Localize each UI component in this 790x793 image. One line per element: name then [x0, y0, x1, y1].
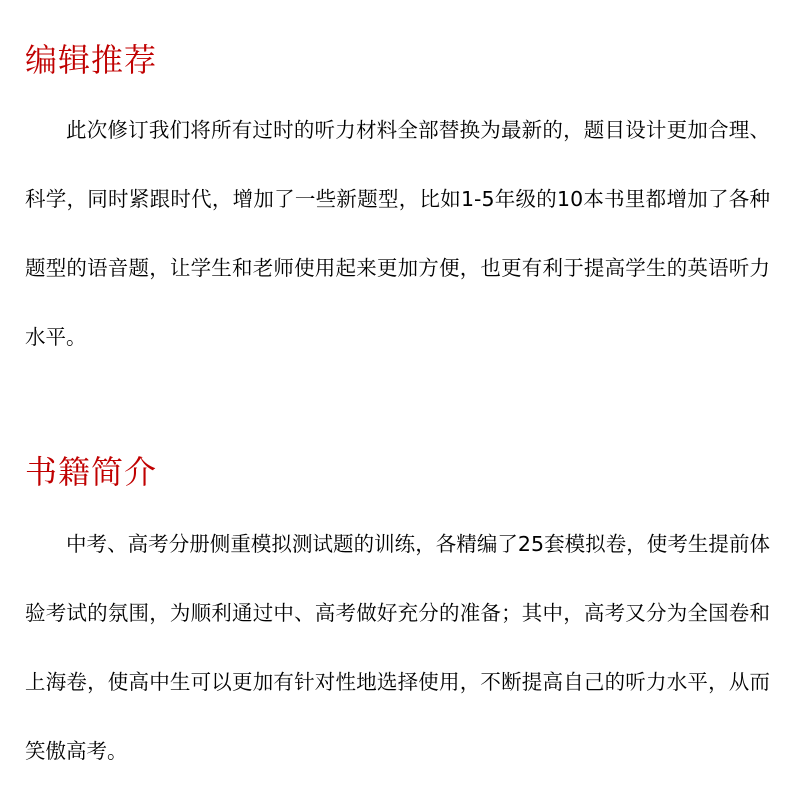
editor-recommendation-heading: 编辑推荐 — [25, 41, 158, 79]
book-introduction-text: 中考、高考分册侧重模拟测试题的训练，各精编了25套模拟卷，使考生提前体验考试的氛围，为顺利通过中、高考做好充分的准备；其中，高考又分为全国卷和上海卷，使高中生可以更加有针对性地选择使用，不断提高自己的听力水平，从而笑傲高考。 — [25, 532, 770, 763]
book-introduction-heading: 书籍简介 — [25, 453, 158, 491]
book-introduction-section — [25, 448, 770, 786]
editor-recommendation-text: 此次修订我们将所有过时的听力材料全部替换为最新的，题目设计更加合理、科学，同时紧跟时代，增加了一些新题型，比如1-5年级的10本书里都增加了各种题型的语音题，让学生和老师使用起来更加方便，也更有利于提高学生的英语听力水平。 — [25, 118, 770, 349]
editor-recommendation-section — [25, 36, 770, 372]
